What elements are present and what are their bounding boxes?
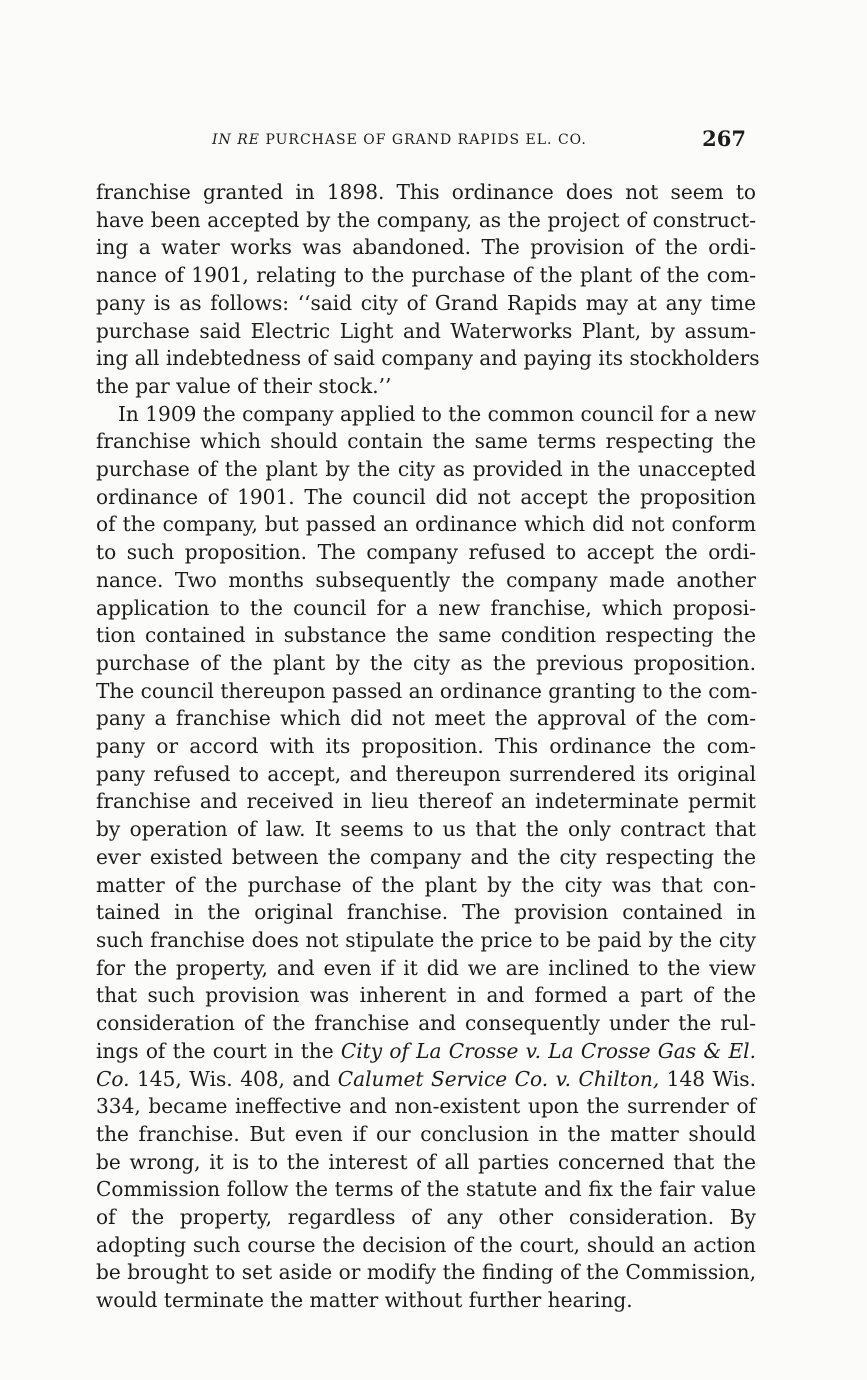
text-line: ing all indebtedness of said company and paying its stockholders [96,346,760,371]
text-line: purchase of the plant by the city as the previous proposition. [96,650,756,675]
text-line: by operation of law. It seems to us that the only contract that [96,817,756,842]
citation-lead-in: ings of the court in the [96,1038,341,1063]
text-line: pany refused to accept, and thereupon surrendered its original [96,761,756,786]
text-line: The council thereupon passed an ordinance granting to the com- [96,678,758,703]
citation-reporter: 145, Wis. 408, and [129,1066,338,1091]
text-line: purchase of the plant by the city as provided in the unaccepted [96,457,756,482]
paragraph-2 [96,401,756,1315]
text-line: tained in the original franchise. The provision contained in [96,900,756,925]
case-citation-la-crosse: City of La Crosse v. La Crosse Gas & El. [340,1038,756,1063]
paragraph-1 [96,179,760,401]
text-line: of the property, regardless of any other consideration. By [96,1205,756,1230]
citation-line [96,1066,756,1094]
text-line: to such proposition. The company refused to accept the ordi- [96,540,756,565]
text-line: ever existed between the company and the city respecting the [96,844,756,869]
text-line: be wrong, it is to the interest of all parties concerned that the [96,1149,756,1174]
running-head-case-prefix: IN RE [212,132,260,148]
text-line: franchise granted in 1898. This ordinance does not seem to [96,180,756,204]
text-line: matter of the purchase of the plant by the city was that con- [96,872,756,897]
text-line: such franchise does not stipulate the price to be paid by the city [96,927,756,952]
text-line: franchise and received in lieu thereof an indeterminate permit [96,789,756,814]
running-head-title: PURCHASE OF GRAND RAPIDS EL. CO. [265,132,587,148]
text-line: ing a water works was abandoned. The provision of the ordi- [96,235,756,260]
body-text [96,179,760,1315]
text-line: pany is as follows: ‘‘said city of Grand Rapids may at any time [96,290,756,315]
text-line: franchise which should contain the same terms respecting the [96,429,756,454]
text-line: pany a franchise which did not meet the approval of the com- [96,706,756,731]
case-citation-calumet: Calumet Service Co. v. Chilton, [337,1066,660,1091]
text-line: adopting such course the decision of the court, should an action [96,1232,756,1257]
text-line: the par value of their stock.’’ [96,373,392,398]
citation-line [96,1038,756,1066]
text-line: In 1909 the company applied to the common council for a new [118,401,757,426]
text-line: application to the council for a new franchise, which proposi- [96,595,756,620]
text-line: for the property, and even if it did we are inclined to the view [96,955,756,980]
text-line: ordinance of 1901. The council did not accept the proposition [96,484,756,509]
text-line: of the company, but passed an ordinance which did not conform [96,512,756,537]
page-number: 267 [702,126,746,151]
text-line: pany or accord with its proposition. This ordinance the com- [96,734,756,759]
text-line: tion contained in substance the same condition respecting the [96,623,756,648]
text-line: have been accepted by the company, as the project of construct- [96,207,756,232]
text-line: nance. Two months subsequently the company made another [96,567,756,592]
text-line: 334, became ineffective and non-existent upon the surrender of [96,1094,756,1119]
page-header [96,124,750,158]
running-head [212,132,587,148]
text-line: be brought to set aside or modify the finding of the Commission, [96,1260,756,1285]
case-citation-la-crosse-end: Co. [96,1066,130,1091]
text-line: that such provision was inherent in and formed a part of the [96,983,756,1008]
text-line: purchase said Electric Light and Waterworks Plant, by assum- [96,318,756,343]
text-line: nance of 1901, relating to the purchase of the plant of the com- [96,263,756,288]
citation-reporter: 148 Wis. [659,1066,757,1091]
text-line: Commission follow the terms of the statute and fix the fair value [96,1177,756,1202]
text-line: would terminate the matter without further hearing. [96,1288,633,1313]
text-line: consideration of the franchise and consequently under the rul- [96,1011,756,1036]
text-line: the franchise. But even if our conclusion in the matter should [96,1121,756,1146]
